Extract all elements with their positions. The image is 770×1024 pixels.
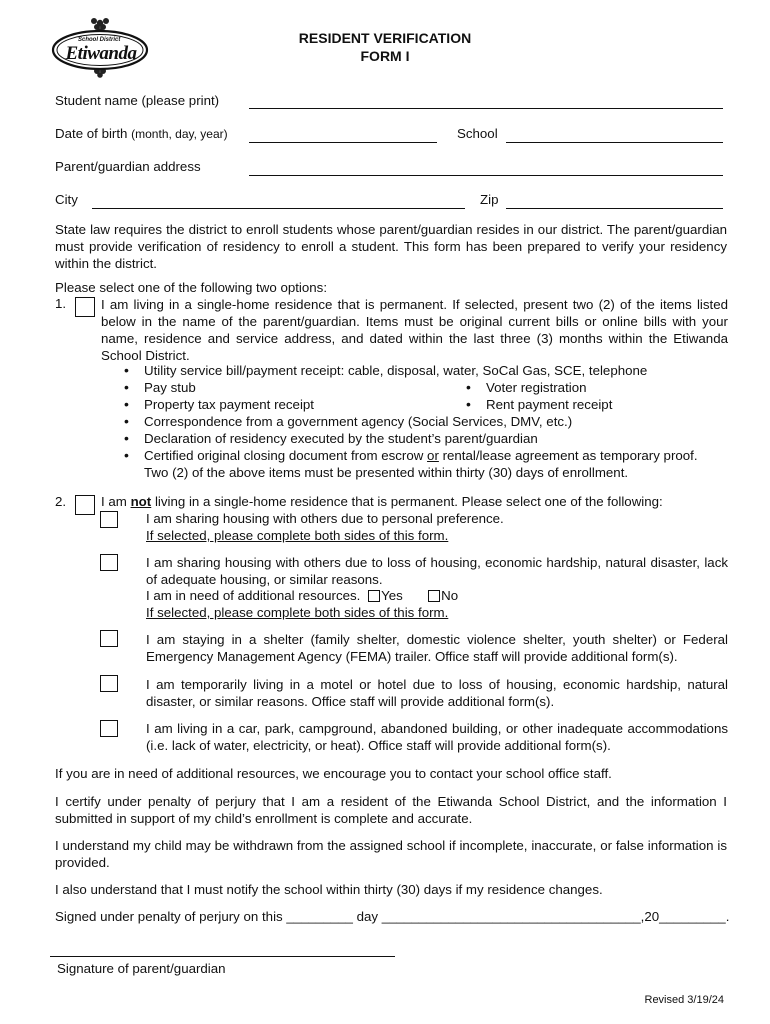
sub1-checkbox[interactable] [100,511,118,528]
sub4-checkbox[interactable] [100,675,118,692]
option2-checkbox[interactable] [75,495,95,515]
form-subtitle: FORM I [360,48,410,64]
sub1-note: If selected, please complete both sides of this form. [146,528,449,543]
sub3-text: I am staying in a shelter (family shelter, domestic violence shelter, youth shelter) or Federal Emergency Management Agency (FEMA) trailer. Office staff will provide additional form(s). [146,632,728,664]
bullet-pay-stub [118,379,458,396]
option1-text: I am living in a single-home residence that is permanent. If selected, present two (2) of the items listed below in the name of the parent/guardian. Items must be original current bills or online bills with your name, residence and service address, and dated within the last three (3) months within the Etiwanda School District. [101,297,728,363]
closing-or: or [427,448,439,463]
sub4-text: I am temporarily living in a motel or hotel due to loss of housing, economic hardship, natural disaster, or similar reasons. Office staff will provide additional form(s). [146,677,728,709]
sub5-checkbox[interactable] [100,720,118,737]
address-label: Parent/guardian address [55,159,201,174]
dob-field[interactable] [249,142,437,143]
city-field[interactable] [92,208,465,209]
logo-name: Etiwanda [65,43,137,64]
dob-label [55,126,228,141]
closing-note: Two (2) of the above items must be presented within thirty (30) days of enrollment. [144,465,629,480]
school-label: School [457,126,498,141]
district-logo [50,16,150,78]
resources-no-checkbox[interactable] [428,590,440,602]
sub2-resources-text: I am in need of additional resources. [146,588,361,603]
bullet-property-tax [118,396,458,413]
bullet-declaration: • Declaration of residency executed by the student’s parent/guardian [118,430,728,447]
signed-year-blank[interactable]: _________ [659,909,726,924]
city-label: City [55,192,78,207]
option1-number: 1. [55,296,67,311]
signed-line [55,909,730,924]
signed-day-label: day [356,909,379,924]
bullet-correspondence: • Correspondence from a government agency (Social Services, DMV, etc.) [118,413,728,430]
option1-bullet-list [118,362,728,481]
property-tax-text: Property tax payment receipt [144,397,314,412]
notify-paragraph: I also understand that I must notify the school within thirty (30) days if my residence changes. [55,882,603,897]
closing-text-b: rental/lease agreement as temporary proof. [438,448,698,463]
option2-text-b: living in a single-home residence that is permanent. Please select one of the following: [151,494,663,509]
signature-label: Signature of parent/guardian [57,961,226,976]
bullet-row-paystub [118,379,728,396]
voter-text: Voter registration [486,380,587,395]
dob-label-text: Date of birth [55,126,128,141]
pay-stub-text: Pay stub [144,380,196,395]
student-name-label: Student name (please print) [55,93,220,108]
option2-not: not [130,494,152,509]
signed-comma: , [640,909,645,924]
signed-day-blank[interactable]: _________ [286,909,353,924]
signed-month-blank[interactable]: ___________________________________ [381,909,641,924]
option2-text-a: I am [101,494,131,509]
bullet-voter: • Voter registration [466,379,587,395]
option1-checkbox[interactable] [75,297,95,317]
certify-paragraph: I certify under penalty of perjury that I am a resident of the Etiwanda School District, and the information I submitted in support of my child’s enrollment is complete and accurate. [55,794,727,826]
sub2-resources-row [146,587,728,604]
sub2-checkbox[interactable] [100,554,118,571]
revised-date: Revised 3/19/24 [644,994,724,1006]
school-field[interactable] [506,142,723,143]
logo-top-text: School District [78,37,121,43]
dob-hint: (month, day, year) [131,127,228,141]
sub3-checkbox[interactable] [100,630,118,647]
sub5-text: I am living in a car, park, campground, abandoned building, or other inadequate accommodations (i.e. lack of water, electricity, or heat). Office staff will provide additional form(s). [146,721,728,753]
resources-yes-checkbox[interactable] [368,590,380,602]
select-prompt: Please select one of the following two options: [55,280,328,295]
signature-field[interactable] [50,956,395,957]
address-field[interactable] [249,175,723,176]
bullet-utility: • Utility service bill/payment receipt: cable, disposal, water, SoCal Gas, SCE, telephone [118,362,728,379]
resources-yes-label: Yes [381,588,403,603]
rent-text: Rent payment receipt [486,397,613,412]
sub1-text: I am sharing housing with others due to personal preference. [146,511,504,526]
student-name-field[interactable] [249,108,723,109]
option2-text [101,494,728,509]
signed-year-prefix: 20 [644,909,660,924]
bullet-row-tax [118,396,728,413]
option2-number: 2. [55,494,67,509]
zip-field[interactable] [506,208,723,209]
signed-period: . [725,909,730,924]
form-title: RESIDENT VERIFICATION [298,30,472,46]
resources-no-label: No [441,588,459,603]
bullet-closing [118,447,728,481]
intro-paragraph: State law requires the district to enroll students whose parent/guardian resides in our district. The parent/guardian must provide verification of residency to enroll a student. This form has been prepared to verify your residency within the district. [55,222,727,271]
bullet-rent: • Rent payment receipt [466,396,613,412]
closing-text-a: Certified original closing document from escrow [144,448,428,463]
sub2-text: I am sharing housing with others due to loss of housing, economic hardship, natural disaster, lack of adequate housing, or similar reasons. [146,555,728,587]
withdraw-paragraph: I understand my child may be withdrawn from the assigned school if incomplete, inaccurate, or false information is provided. [55,838,727,870]
resources-note: If you are in need of additional resources, we encourage you to contact your school office staff. [55,766,612,781]
signed-prefix: Signed under penalty of perjury on this [55,909,283,924]
sub2-note: If selected, please complete both sides of this form. [146,605,449,620]
zip-label: Zip [480,192,499,207]
